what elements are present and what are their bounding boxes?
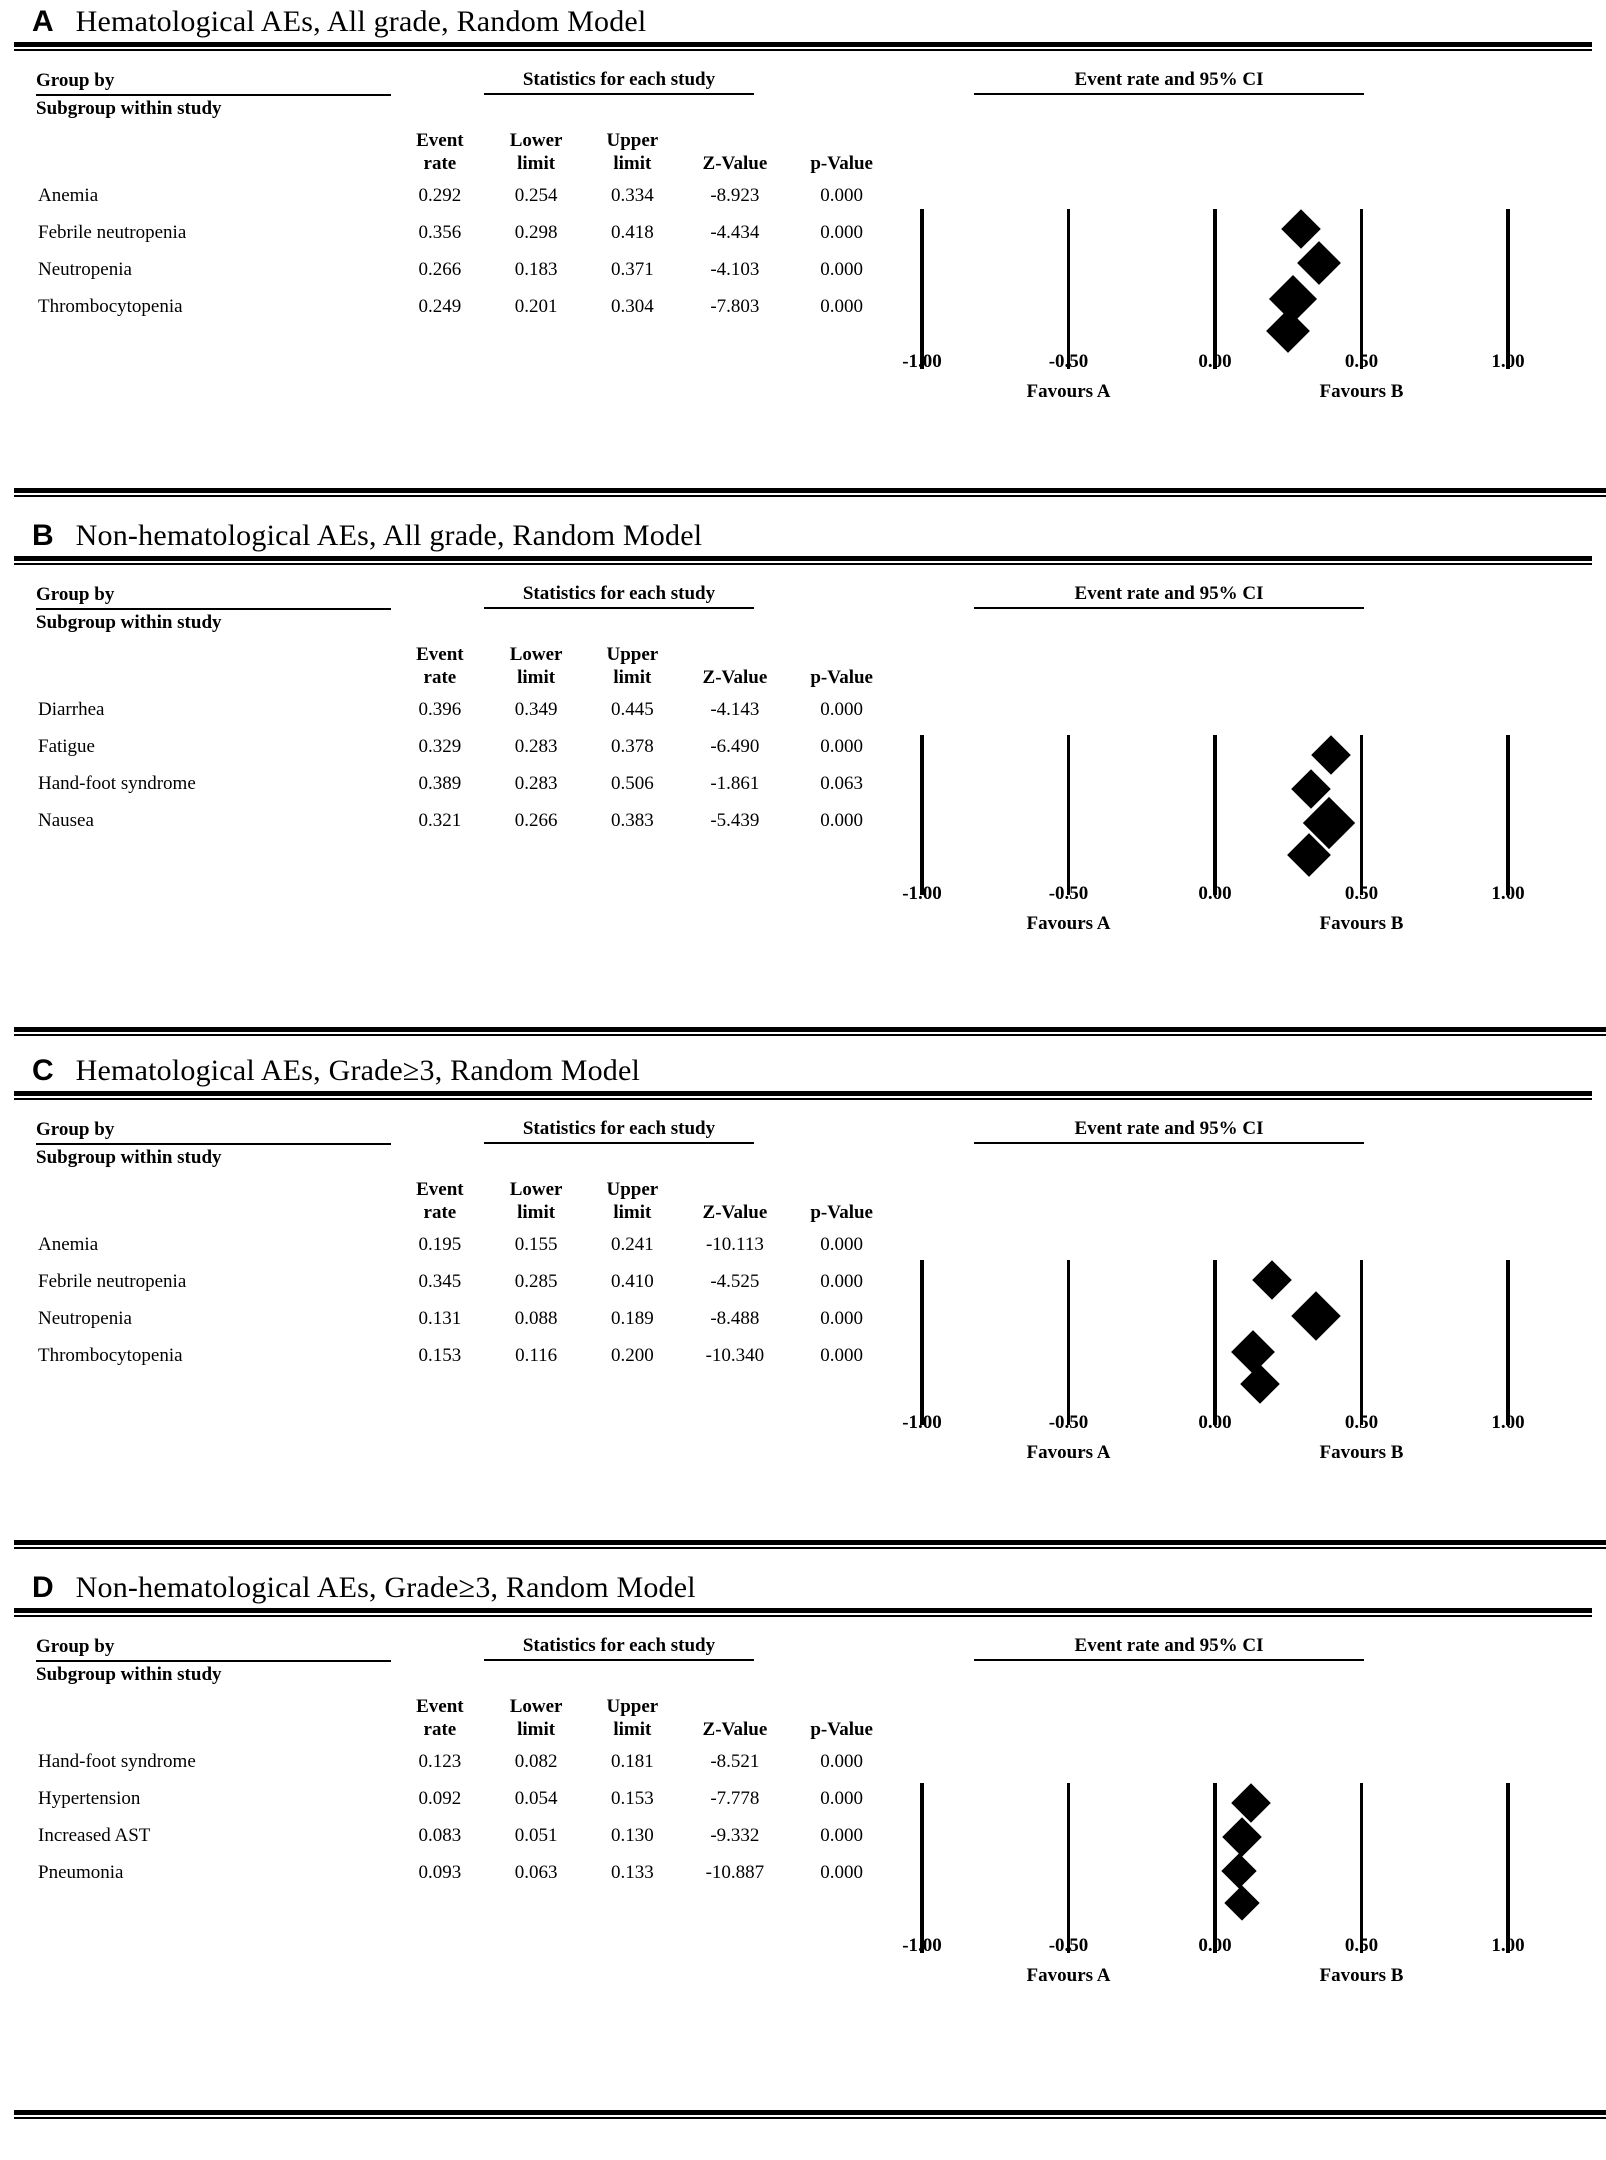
plot-canvas	[894, 69, 1534, 409]
group-by-header	[36, 583, 894, 636]
x-axis-tick: 1.00	[1491, 1934, 1525, 1956]
gridline	[1360, 209, 1364, 369]
table-header-row	[36, 643, 894, 691]
panel-body	[14, 583, 1592, 963]
column-header-lower-limit: Lower limit	[509, 1179, 563, 1224]
table-row	[36, 1337, 894, 1374]
event-rate-value: 0.083	[418, 1824, 462, 1846]
table-header-row	[36, 1178, 894, 1226]
effect-diamond	[1231, 1330, 1275, 1374]
x-axis-tick: 1.00	[1491, 1411, 1525, 1433]
upper-limit-value: 0.189	[611, 1307, 654, 1329]
panel-letter: A	[32, 5, 54, 38]
subgroup-name: Diarrhea	[38, 698, 105, 720]
z-value: -4.434	[710, 221, 760, 243]
subgroup-label: Subgroup within study	[36, 611, 222, 633]
table-row	[36, 1300, 894, 1337]
event-rate-value: 0.131	[418, 1307, 462, 1329]
forest-plot-header: Event rate and 95% CI	[974, 69, 1364, 95]
x-axis-tick: 0.00	[1198, 1411, 1232, 1433]
favours-b-label: Favours B	[1319, 1441, 1404, 1463]
table-row	[36, 1743, 894, 1780]
statistics-table	[36, 1178, 894, 1374]
lower-limit-value: 0.051	[514, 1824, 558, 1846]
panel-bottom-rule	[14, 488, 1606, 497]
lower-limit-value: 0.298	[514, 221, 558, 243]
upper-limit-value: 0.200	[611, 1344, 654, 1366]
gridline	[1506, 1783, 1510, 1953]
subgroup-name: Hand-foot syndrome	[38, 1750, 196, 1772]
x-axis-tick: 0.50	[1344, 1934, 1379, 1956]
effect-diamond	[1222, 1853, 1257, 1888]
z-value: -7.778	[710, 1787, 760, 1809]
panel-a	[14, 6, 1592, 449]
subgroup-name: Thrombocytopenia	[38, 1344, 183, 1366]
column-header-subgroup	[36, 129, 392, 177]
lower-limit-value: 0.283	[514, 735, 558, 757]
column-header-event-rate: Event rate	[416, 1696, 464, 1741]
p-value: 0.000	[820, 221, 864, 243]
table-row	[36, 251, 894, 288]
upper-limit-value: 0.371	[611, 258, 654, 280]
upper-limit-value: 0.241	[611, 1233, 654, 1255]
upper-limit-value: 0.383	[611, 809, 654, 831]
gridline	[1506, 209, 1510, 369]
lower-limit-value: 0.283	[514, 772, 558, 794]
column-header-upper-limit: Upper limit	[606, 644, 659, 689]
panel-c	[14, 1055, 1592, 1498]
p-value: 0.000	[820, 1750, 864, 1772]
effect-diamond	[1291, 1291, 1340, 1340]
panel-b	[14, 520, 1592, 963]
x-axis-tick: 1.00	[1491, 350, 1525, 372]
table-row	[36, 1263, 894, 1300]
p-value: 0.000	[820, 295, 864, 317]
gridline	[920, 1260, 924, 1425]
favours-a-label: Favours A	[1026, 1964, 1111, 1986]
table-row	[36, 1780, 894, 1817]
z-value: -10.340	[705, 1344, 765, 1366]
forest-plot	[894, 69, 1592, 449]
forest-plot-header: Event rate and 95% CI	[974, 583, 1364, 609]
panel-header	[14, 1572, 1592, 1604]
subgroup-label: Subgroup within study	[36, 1663, 222, 1685]
column-header-lower-limit: Lower limit	[509, 644, 563, 689]
x-axis-tick: -1.00	[902, 1934, 942, 1956]
column-header-z-value: Z-Value	[702, 153, 768, 175]
subgroup-name: Neutropenia	[38, 258, 132, 280]
zero-line	[1213, 735, 1217, 895]
favours-a-label: Favours A	[1026, 380, 1111, 402]
panel-top-rule	[14, 1608, 1592, 1617]
favours-b-label: Favours B	[1319, 1964, 1404, 1986]
event-rate-value: 0.356	[418, 221, 462, 243]
column-header-z-value: Z-Value	[702, 1202, 768, 1224]
gridline	[1067, 735, 1071, 895]
event-rate-value: 0.092	[418, 1787, 462, 1809]
favours-b-label: Favours B	[1319, 912, 1404, 934]
upper-limit-value: 0.410	[611, 1270, 654, 1292]
z-value: -9.332	[710, 1824, 760, 1846]
x-axis-tick-labels	[894, 883, 1534, 909]
x-axis-tick: 0.00	[1198, 350, 1232, 372]
zero-line	[1213, 1260, 1217, 1425]
forest-plot	[894, 583, 1592, 963]
x-axis-tick: -1.00	[902, 350, 942, 372]
upper-limit-value: 0.304	[611, 295, 654, 317]
event-rate-value: 0.266	[418, 258, 462, 280]
p-value: 0.000	[820, 258, 864, 280]
gridline	[1360, 1783, 1364, 1953]
subgroup-name: Febrile neutropenia	[38, 1270, 187, 1292]
effect-diamond	[1222, 1817, 1262, 1857]
event-rate-value: 0.396	[418, 698, 462, 720]
column-header-subgroup	[36, 1178, 392, 1226]
statistics-table	[36, 1695, 894, 1891]
column-header-p-value: p-Value	[810, 153, 873, 175]
event-rate-value: 0.093	[418, 1861, 462, 1883]
column-header-event-rate: Event rate	[416, 1179, 464, 1224]
forest-plot	[894, 1118, 1592, 1498]
table-row	[36, 728, 894, 765]
upper-limit-value: 0.153	[611, 1787, 654, 1809]
table-row	[36, 214, 894, 251]
effect-diamond	[1231, 1783, 1271, 1823]
gridline	[920, 1783, 924, 1953]
event-rate-value: 0.389	[418, 772, 462, 794]
event-rate-value: 0.153	[418, 1344, 462, 1366]
effect-diamond	[1240, 1364, 1280, 1404]
z-value: -10.887	[705, 1861, 765, 1883]
upper-limit-value: 0.181	[611, 1750, 654, 1772]
x-axis-tick: -0.50	[1048, 350, 1089, 372]
lower-limit-value: 0.254	[514, 184, 558, 206]
upper-limit-value: 0.133	[611, 1861, 654, 1883]
zero-line	[1213, 209, 1217, 369]
z-value: -8.521	[710, 1750, 760, 1772]
z-value: -4.525	[710, 1270, 760, 1292]
z-value: -4.143	[710, 698, 760, 720]
table-header-row	[36, 1695, 894, 1743]
gridline	[1360, 735, 1364, 895]
x-axis-tick: 0.00	[1198, 882, 1232, 904]
lower-limit-value: 0.201	[514, 295, 558, 317]
z-value: -6.490	[710, 735, 760, 757]
panel-letter: B	[32, 519, 54, 552]
event-rate-value: 0.123	[418, 1750, 462, 1772]
p-value: 0.000	[820, 1824, 864, 1846]
panel-header	[14, 6, 1592, 38]
upper-limit-value: 0.378	[611, 735, 654, 757]
panel-header	[14, 520, 1592, 552]
favours-labels	[894, 1965, 1534, 1989]
favours-labels	[894, 381, 1534, 405]
panel-bottom-rule	[14, 1540, 1606, 1549]
p-value: 0.000	[820, 1344, 864, 1366]
table-row	[36, 1817, 894, 1854]
panel-title: Non-hematological AEs, Grade≥3, Random Model	[75, 1571, 696, 1604]
z-value: -4.103	[710, 258, 760, 280]
upper-limit-value: 0.445	[611, 698, 654, 720]
group-by-label: Group by	[36, 583, 391, 610]
lower-limit-value: 0.088	[514, 1307, 558, 1329]
forest-plot-header: Event rate and 95% CI	[974, 1635, 1364, 1661]
effect-diamond	[1311, 735, 1351, 775]
table-row	[36, 1226, 894, 1263]
group-by-header	[36, 69, 894, 122]
event-rate-value: 0.329	[418, 735, 462, 757]
column-header-p-value: p-Value	[810, 1202, 873, 1224]
upper-limit-value: 0.130	[611, 1824, 654, 1846]
plot-canvas	[894, 1118, 1534, 1463]
p-value: 0.000	[820, 735, 864, 757]
statistics-table-block	[14, 583, 894, 840]
lower-limit-value: 0.183	[514, 258, 558, 280]
table-row	[36, 177, 894, 214]
upper-limit-value: 0.418	[611, 221, 654, 243]
column-header-subgroup	[36, 643, 392, 691]
subgroup-name: Neutropenia	[38, 1307, 132, 1329]
x-axis-tick-labels	[894, 351, 1534, 377]
statistics-table-block	[14, 1635, 894, 1892]
gridline	[1067, 1783, 1071, 1953]
upper-limit-value: 0.334	[611, 184, 654, 206]
p-value: 0.063	[820, 772, 864, 794]
subgroup-name: Febrile neutropenia	[38, 221, 187, 243]
p-value: 0.000	[820, 1787, 864, 1809]
subgroup-name: Nausea	[38, 809, 94, 831]
group-by-header	[36, 1635, 894, 1688]
effect-diamond	[1225, 1885, 1260, 1920]
x-axis-tick: 1.00	[1491, 882, 1525, 904]
p-value: 0.000	[820, 809, 864, 831]
lower-limit-value: 0.082	[514, 1750, 558, 1772]
column-header-event-rate: Event rate	[416, 130, 464, 175]
lower-limit-value: 0.155	[514, 1233, 558, 1255]
gridline	[920, 209, 924, 369]
column-header-z-value: Z-Value	[702, 1719, 768, 1741]
statistics-table-block	[14, 69, 894, 326]
lower-limit-value: 0.285	[514, 1270, 558, 1292]
x-axis-tick: -0.50	[1048, 1411, 1089, 1433]
panel-body	[14, 69, 1592, 449]
upper-limit-value: 0.506	[611, 772, 654, 794]
lower-limit-value: 0.349	[514, 698, 558, 720]
table-row	[36, 765, 894, 802]
z-value: -10.113	[705, 1233, 764, 1255]
z-value: -5.439	[710, 809, 760, 831]
panel-body	[14, 1118, 1592, 1498]
panel-header	[14, 1055, 1592, 1087]
effect-diamond	[1266, 309, 1310, 353]
subgroup-name: Fatigue	[38, 735, 95, 757]
lower-limit-value: 0.063	[514, 1861, 558, 1883]
p-value: 0.000	[820, 698, 864, 720]
gridline	[1506, 1260, 1510, 1425]
column-header-event-rate: Event rate	[416, 644, 464, 689]
z-value: -7.803	[710, 295, 760, 317]
panel-title: Non-hematological AEs, All grade, Random Model	[75, 519, 703, 552]
gridline	[1067, 209, 1071, 369]
lower-limit-value: 0.266	[514, 809, 558, 831]
subgroup-name: Pneumonia	[38, 1861, 124, 1883]
group-by-header	[36, 1118, 894, 1171]
statistics-table	[36, 643, 894, 839]
x-axis-tick: -1.00	[902, 882, 942, 904]
subgroup-name: Anemia	[38, 1233, 99, 1255]
lower-limit-value: 0.116	[515, 1344, 558, 1366]
column-header-lower-limit: Lower limit	[509, 1696, 563, 1741]
p-value: 0.000	[820, 1233, 864, 1255]
favours-labels	[894, 1442, 1534, 1466]
favours-a-label: Favours A	[1026, 912, 1111, 934]
subgroup-label: Subgroup within study	[36, 97, 222, 119]
column-header-upper-limit: Upper limit	[606, 1696, 659, 1741]
panel-top-rule	[14, 556, 1592, 565]
gridline	[1506, 735, 1510, 895]
table-row	[36, 288, 894, 325]
z-value: -8.923	[710, 184, 760, 206]
column-header-subgroup	[36, 1695, 392, 1743]
x-axis-tick-labels	[894, 1935, 1534, 1961]
p-value: 0.000	[820, 1307, 864, 1329]
statistics-for-each-study-header: Statistics for each study	[484, 69, 754, 95]
statistics-for-each-study-header: Statistics for each study	[484, 1118, 754, 1144]
table-header-row	[36, 129, 894, 177]
panel-letter: D	[32, 1571, 54, 1604]
column-header-upper-limit: Upper limit	[606, 1179, 659, 1224]
gridline	[920, 735, 924, 895]
favours-labels	[894, 913, 1534, 937]
column-header-p-value: p-Value	[810, 1719, 873, 1741]
subgroup-name: Increased AST	[38, 1824, 151, 1846]
statistics-table-block	[14, 1118, 894, 1375]
event-rate-value: 0.345	[418, 1270, 462, 1292]
event-rate-value: 0.321	[418, 809, 462, 831]
x-axis-tick: -0.50	[1048, 1934, 1089, 1956]
plot-canvas	[894, 1635, 1534, 1986]
column-header-z-value: Z-Value	[702, 667, 768, 689]
panel-bottom-rule	[14, 1027, 1606, 1036]
column-header-upper-limit: Upper limit	[606, 130, 659, 175]
panel-d	[14, 1572, 1592, 2015]
panel-top-rule	[14, 42, 1592, 51]
x-axis-tick: 0.50	[1344, 350, 1379, 372]
z-value: -1.861	[710, 772, 760, 794]
plot-canvas	[894, 583, 1534, 934]
x-axis-tick: 0.00	[1198, 1934, 1232, 1956]
event-rate-value: 0.249	[418, 295, 462, 317]
p-value: 0.000	[820, 1270, 864, 1292]
subgroup-name: Thrombocytopenia	[38, 295, 183, 317]
panel-title: Hematological AEs, Grade≥3, Random Model	[75, 1054, 641, 1087]
statistics-for-each-study-header: Statistics for each study	[484, 1635, 754, 1661]
favours-b-label: Favours B	[1319, 380, 1404, 402]
group-by-label: Group by	[36, 69, 391, 96]
forest-plot-header: Event rate and 95% CI	[974, 1118, 1364, 1144]
lower-limit-value: 0.054	[514, 1787, 558, 1809]
column-header-lower-limit: Lower limit	[509, 130, 563, 175]
subgroup-label: Subgroup within study	[36, 1146, 222, 1168]
statistics-table	[36, 129, 894, 325]
zero-line	[1213, 1783, 1217, 1953]
x-axis-tick-labels	[894, 1412, 1534, 1438]
event-rate-value: 0.195	[418, 1233, 462, 1255]
group-by-label: Group by	[36, 1118, 391, 1145]
statistics-for-each-study-header: Statistics for each study	[484, 583, 754, 609]
panel-title: Hematological AEs, All grade, Random Model	[75, 5, 647, 38]
x-axis-tick: 0.50	[1344, 882, 1379, 904]
panel-top-rule	[14, 1091, 1592, 1100]
panel-bottom-rule	[14, 2110, 1606, 2119]
event-rate-value: 0.292	[418, 184, 462, 206]
effect-diamond	[1252, 1260, 1292, 1300]
subgroup-name: Hand-foot syndrome	[38, 772, 196, 794]
x-axis-tick: 0.50	[1344, 1411, 1379, 1433]
gridline	[1067, 1260, 1071, 1425]
panel-letter: C	[32, 1054, 54, 1087]
group-by-label: Group by	[36, 1635, 391, 1662]
favours-a-label: Favours A	[1026, 1441, 1111, 1463]
x-axis-tick: -0.50	[1048, 882, 1089, 904]
panel-body	[14, 1635, 1592, 2015]
forest-plot	[894, 1635, 1592, 2015]
x-axis-tick: -1.00	[902, 1411, 942, 1433]
z-value: -8.488	[710, 1307, 760, 1329]
gridline	[1360, 1260, 1364, 1425]
column-header-p-value: p-Value	[810, 667, 873, 689]
table-row	[36, 1854, 894, 1891]
p-value: 0.000	[820, 1861, 864, 1883]
effect-diamond	[1281, 209, 1321, 249]
effect-diamond	[1297, 241, 1341, 285]
table-row	[36, 802, 894, 839]
subgroup-name: Hypertension	[38, 1787, 141, 1809]
table-row	[36, 691, 894, 728]
p-value: 0.000	[820, 184, 864, 206]
subgroup-name: Anemia	[38, 184, 99, 206]
